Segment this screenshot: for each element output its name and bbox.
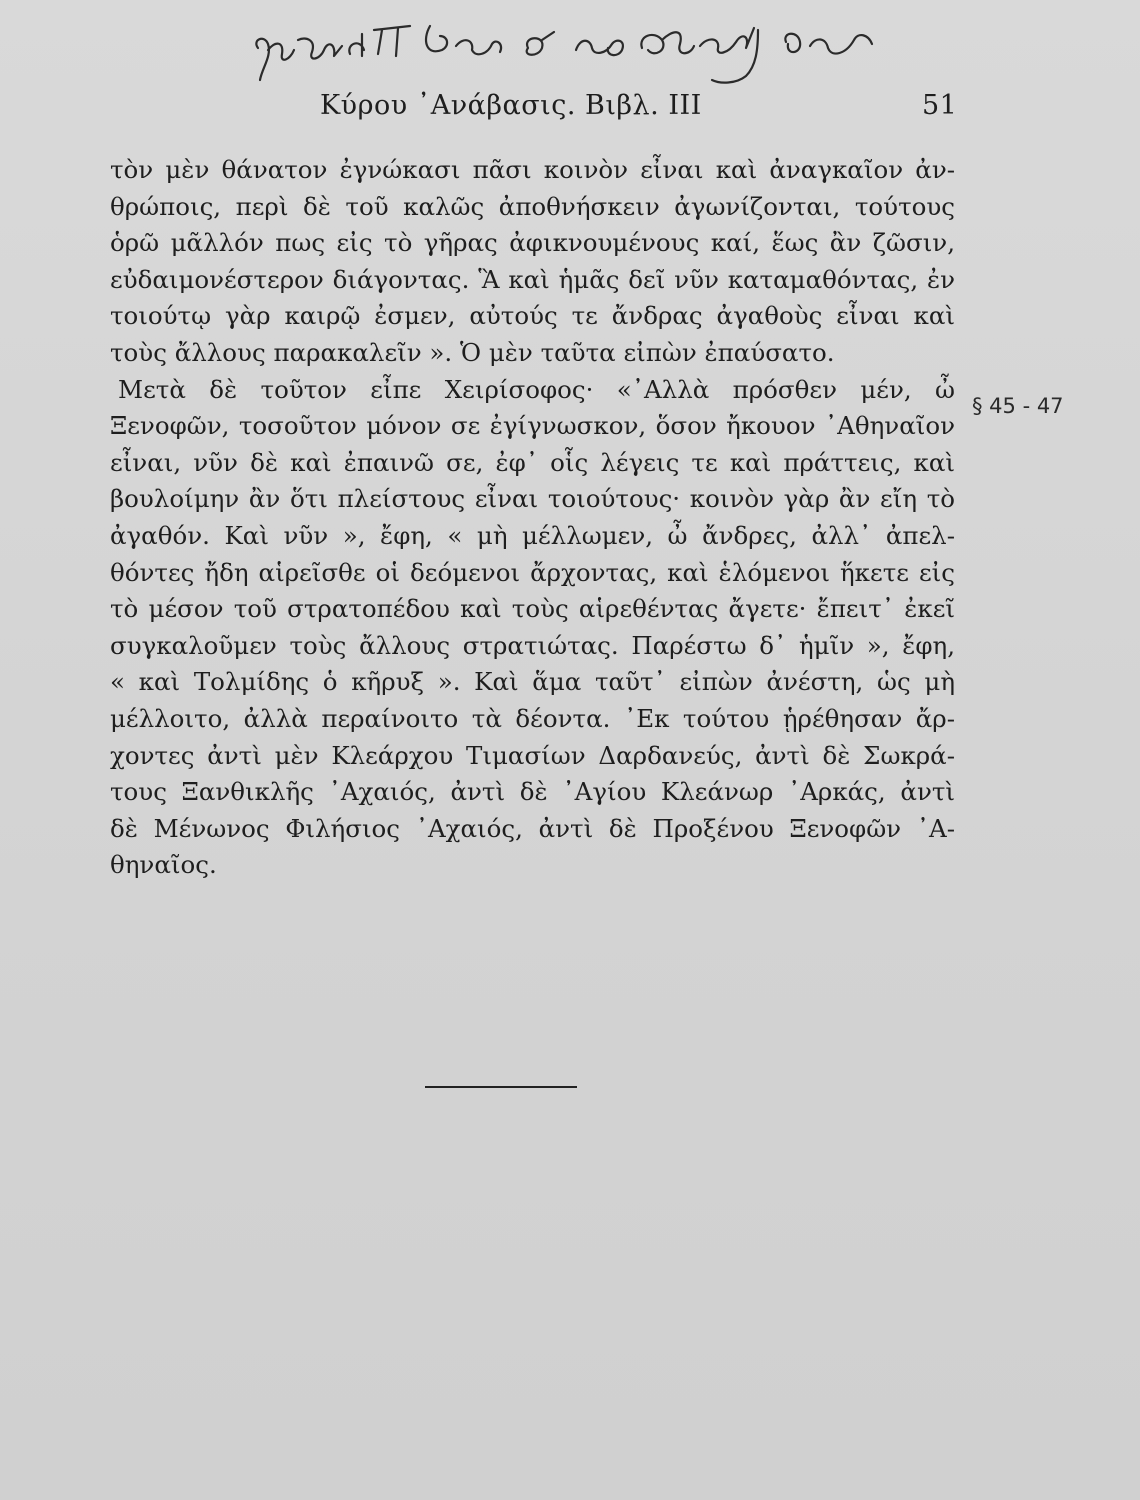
handwritten-signature bbox=[250, 10, 900, 95]
text-line: χοντες ἀντὶ μὲν Κλεάρχου Τιμασίων Δαρδανεύς, ἀντὶ δὲ Σωκρά- bbox=[110, 740, 955, 770]
page-number: 51 bbox=[922, 90, 958, 121]
text-line: θηναῖος. bbox=[110, 850, 217, 880]
text-line: Ξενοφῶν, τοσοῦτον μόνον σε ἐγίγνωσκον, ὅσον ἤκουον ᾿Αθηναῖον bbox=[110, 411, 955, 441]
running-head bbox=[0, 90, 1140, 130]
body-text bbox=[110, 152, 955, 884]
text-line: θρώποις, περὶ δὲ τοῦ καλῶς ἀποθνήσκειν ἀγωνίζονται, τούτους bbox=[110, 191, 955, 221]
text-line: συγκαλοῦμεν τοὺς ἄλλους στρατιώτας. Παρέστω δ᾿ ἡμῖν », ἔφη, bbox=[110, 630, 955, 660]
text-line: τους Ξανθικλῆς ᾿Αχαιός, ἀντὶ δὲ ᾿Αγίου Κλεάνωρ ᾿Αρκάς, ἀντὶ bbox=[110, 777, 955, 807]
text-line: τοὺς ἄλλους παρακαλεῖν ». Ὁ μὲν ταῦτα εἰπὼν ἐπαύσατο. bbox=[110, 337, 835, 367]
text-line: θόντες ἤδη αἱρεῖσθε οἱ δεόμενοι ἄρχοντας, καὶ ἑλόμενοι ἥκετε εἰς bbox=[110, 557, 955, 587]
text-line: εὐδαιμονέστερον διάγοντας. Ἃ καὶ ἡμᾶς δεῖ νῦν καταμαθόντας, ἐν bbox=[110, 264, 955, 294]
text-line: « καὶ Τολμίδης ὁ κῆρυξ ». Καὶ ἅμα ταῦτ᾿ εἰπὼν ἀνέστη, ὡς μὴ bbox=[110, 667, 955, 697]
text-line: εἶναι, νῦν δὲ καὶ ἐπαινῶ σε, ἐφ᾿ οἷς λέγεις τε καὶ πράττεις, καὶ bbox=[110, 447, 955, 477]
text-line: ἀγαθόν. Καὶ νῦν », ἔφη, « μὴ μέλλωμεν, ὦ ἄνδρες, ἀλλ᾿ ἀπελ- bbox=[110, 520, 955, 550]
text-line: τοιούτῳ γὰρ καιρῷ ἐσμεν, αὐτούς τε ἄνδρας ἀγαθοὺς εἶναι καὶ bbox=[110, 301, 955, 331]
running-title: Κύρου ᾿Ανάβασις. Βιβλ. III bbox=[320, 90, 702, 121]
text-line: μέλλοιτο, ἀλλὰ περαίνοιτο τὰ δέοντα. ᾿Εκ τούτου ᾑρέθησαν ἄρ- bbox=[110, 703, 955, 733]
text-line: Μετὰ δὲ τοῦτον εἶπε Χειρίσοφος· «᾿Αλλὰ πρόσθεν μέν, ὦ bbox=[118, 374, 955, 404]
text-line: δὲ Μένωνος Φιλήσιος ᾿Αχαιός, ἀντὶ δὲ Προξένου Ξενοφῶν ᾿Α- bbox=[110, 813, 955, 843]
text-line: βουλοίμην ἂν ὅτι πλείστους εἶναι τοιούτους· κοινὸν γὰρ ἂν εἴη τὸ bbox=[110, 484, 955, 514]
text-line: ὁρῶ μᾶλλόν πως εἰς τὸ γῆρας ἀφικνουμένους καί, ἕως ἂν ζῶσιν, bbox=[110, 228, 955, 258]
text-line: τὸν μὲν θάνατον ἐγνώκασι πᾶσι κοινὸν εἶναι καὶ ἀναγκαῖον ἀν- bbox=[110, 155, 955, 184]
text-line: τὸ μέσον τοῦ στρατοπέδου καὶ τοὺς αἱρεθέντας ἄγετε· ἔπειτ᾿ ἐκεῖ bbox=[110, 594, 955, 624]
margin-section-reference: § 45 - 47 bbox=[972, 394, 1064, 418]
end-rule bbox=[425, 1086, 577, 1088]
